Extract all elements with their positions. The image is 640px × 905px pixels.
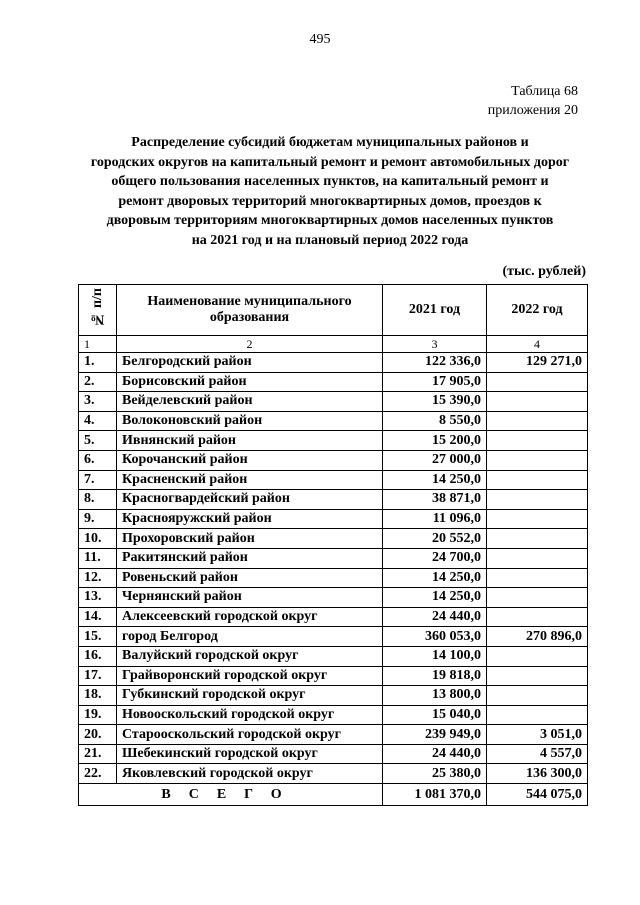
municipality-name: Ракитянский район	[117, 548, 383, 568]
title-line: городских округов на капитальный ремонт и ремонт автомобильных дорог	[90, 154, 570, 170]
value-2022: 270 896,0	[487, 627, 588, 647]
page-number: 495	[309, 32, 331, 47]
table-row	[79, 353, 588, 373]
title-line: на 2021 год и на плановый период 2022 года	[191, 232, 469, 248]
row-number: 10.	[79, 529, 117, 549]
table-row	[79, 450, 588, 470]
title-line: общего пользования населенных пунктов, на капитальный ремонт и	[111, 174, 549, 189]
value-2022	[487, 450, 588, 470]
municipality-name: Яковлевский городской округ	[117, 764, 383, 784]
value-2021: 13 800,0	[383, 686, 487, 706]
subsidy-table	[78, 284, 588, 806]
value-2021: 15 200,0	[383, 431, 487, 451]
municipality-name: Белгородский район	[117, 353, 383, 373]
total-2021: 1 081 370,0	[383, 784, 487, 806]
value-2022: 136 300,0	[487, 764, 588, 784]
value-2021: 24 700,0	[383, 548, 487, 568]
municipality-name: Вейделевский район	[117, 392, 383, 412]
document-title	[50, 133, 610, 250]
municipality-name: Краснояружский район	[117, 509, 383, 529]
municipality-name: Шебекинский городской округ	[117, 744, 383, 764]
value-2022	[487, 588, 588, 608]
value-2022: 3 051,0	[487, 725, 588, 745]
col-number: 3	[383, 336, 487, 353]
table-row	[79, 490, 588, 510]
municipality-name: Ивнянский район	[117, 431, 383, 451]
value-2021: 20 552,0	[383, 529, 487, 549]
row-number: 19.	[79, 705, 117, 725]
value-2022	[487, 490, 588, 510]
table-row	[79, 392, 588, 412]
value-2021: 24 440,0	[383, 607, 487, 627]
row-number: 9.	[79, 509, 117, 529]
table-row	[79, 686, 588, 706]
row-number: 18.	[79, 686, 117, 706]
value-2022	[487, 666, 588, 686]
value-2022	[487, 431, 588, 451]
row-number: 8.	[79, 490, 117, 510]
value-2021: 38 871,0	[383, 490, 487, 510]
value-2021: 19 818,0	[383, 666, 487, 686]
value-2022	[487, 372, 588, 392]
value-2022	[487, 548, 588, 568]
municipality-name: Валуйский городской округ	[117, 646, 383, 666]
table-row	[79, 568, 588, 588]
table-ref-line1: Таблица 68	[511, 84, 578, 99]
municipality-name: Красногвардейский район	[117, 490, 383, 510]
total-label: ВСЕГО	[79, 784, 383, 806]
header-2022: 2022 год	[487, 285, 588, 336]
table-row	[79, 764, 588, 784]
row-number: 6.	[79, 450, 117, 470]
value-2022	[487, 411, 588, 431]
value-2021: 24 440,0	[383, 744, 487, 764]
row-number: 5.	[79, 431, 117, 451]
table-row	[79, 588, 588, 608]
table-row	[79, 509, 588, 529]
value-2022	[487, 470, 588, 490]
table-row	[79, 705, 588, 725]
value-2022	[487, 392, 588, 412]
row-number: 17.	[79, 666, 117, 686]
table-row	[79, 607, 588, 627]
value-2021: 15 040,0	[383, 705, 487, 725]
table-header-row	[79, 285, 588, 336]
municipality-name: город Белгород	[117, 627, 383, 647]
municipality-name: Губкинский городской округ	[117, 686, 383, 706]
table-row	[79, 627, 588, 647]
row-number: 20.	[79, 725, 117, 745]
row-number: 3.	[79, 392, 117, 412]
municipality-name: Прохоровский район	[117, 529, 383, 549]
table-reference	[488, 82, 578, 120]
row-number: 16.	[79, 646, 117, 666]
municipality-name: Корочанский район	[117, 450, 383, 470]
col-number: 1	[79, 336, 117, 353]
value-2021: 360 053,0	[383, 627, 487, 647]
municipality-name: Алексеевский городской округ	[117, 607, 383, 627]
title-line: Распределение субсидий бюджетам муниципальных районов и	[131, 135, 529, 150]
value-2022	[487, 568, 588, 588]
table-row	[79, 744, 588, 764]
municipality-name: Ровеньский район	[117, 568, 383, 588]
value-2021: 14 250,0	[383, 470, 487, 490]
title-line: ремонт дворовых территорий многоквартирных домов, проездов к	[118, 193, 542, 209]
value-2021: 27 000,0	[383, 450, 487, 470]
value-2021: 8 550,0	[383, 411, 487, 431]
table-row	[79, 548, 588, 568]
row-number: 1.	[79, 353, 117, 373]
total-2022: 544 075,0	[487, 784, 588, 806]
municipality-name: Новооскольский городской округ	[117, 705, 383, 725]
municipality-name: Грайворонский городской округ	[117, 666, 383, 686]
value-2021: 14 250,0	[383, 588, 487, 608]
municipality-name: Чернянский район	[117, 588, 383, 608]
row-number: 12.	[79, 568, 117, 588]
row-number: 13.	[79, 588, 117, 608]
value-2021: 239 949,0	[383, 725, 487, 745]
column-number-row	[79, 336, 588, 353]
value-2021: 11 096,0	[383, 509, 487, 529]
value-2022	[487, 607, 588, 627]
value-2021: 122 336,0	[383, 353, 487, 373]
value-2022: 4 557,0	[487, 744, 588, 764]
table-row	[79, 470, 588, 490]
value-2022	[487, 646, 588, 666]
unit-label: (тыс. рублей)	[502, 264, 586, 279]
municipality-name: Красненский район	[117, 470, 383, 490]
value-2021: 14 100,0	[383, 646, 487, 666]
value-2022	[487, 686, 588, 706]
row-number: 15.	[79, 627, 117, 647]
row-number: 11.	[79, 548, 117, 568]
col-number: 2	[117, 336, 383, 353]
total-row	[79, 784, 588, 806]
row-number: 7.	[79, 470, 117, 490]
row-number: 21.	[79, 744, 117, 764]
municipality-name: Волоконовский район	[117, 411, 383, 431]
row-number: 4.	[79, 411, 117, 431]
table-row	[79, 725, 588, 745]
table-row	[79, 411, 588, 431]
value-2021: 17 905,0	[383, 372, 487, 392]
table-row	[79, 372, 588, 392]
row-number: 22.	[79, 764, 117, 784]
table-row	[79, 646, 588, 666]
header-2021: 2021 год	[383, 285, 487, 336]
row-number: 14.	[79, 607, 117, 627]
value-2022: 129 271,0	[487, 353, 588, 373]
municipality-name: Старооскольский городской округ	[117, 725, 383, 745]
value-2022	[487, 705, 588, 725]
value-2021: 14 250,0	[383, 568, 487, 588]
header-name: Наименование муниципального образования	[117, 285, 383, 336]
value-2022	[487, 509, 588, 529]
col-number: 4	[487, 336, 588, 353]
value-2021: 25 380,0	[383, 764, 487, 784]
table-row	[79, 666, 588, 686]
municipality-name: Борисовский район	[117, 372, 383, 392]
row-number: 2.	[79, 372, 117, 392]
value-2021: 15 390,0	[383, 392, 487, 412]
table-row	[79, 529, 588, 549]
value-2022	[487, 529, 588, 549]
title-line: дворовым территориям многоквартирных домов населенных пунктов	[106, 213, 554, 228]
header-num: № п/п	[79, 285, 117, 336]
table-ref-line2: приложения 20	[487, 103, 578, 118]
table-row	[79, 431, 588, 451]
